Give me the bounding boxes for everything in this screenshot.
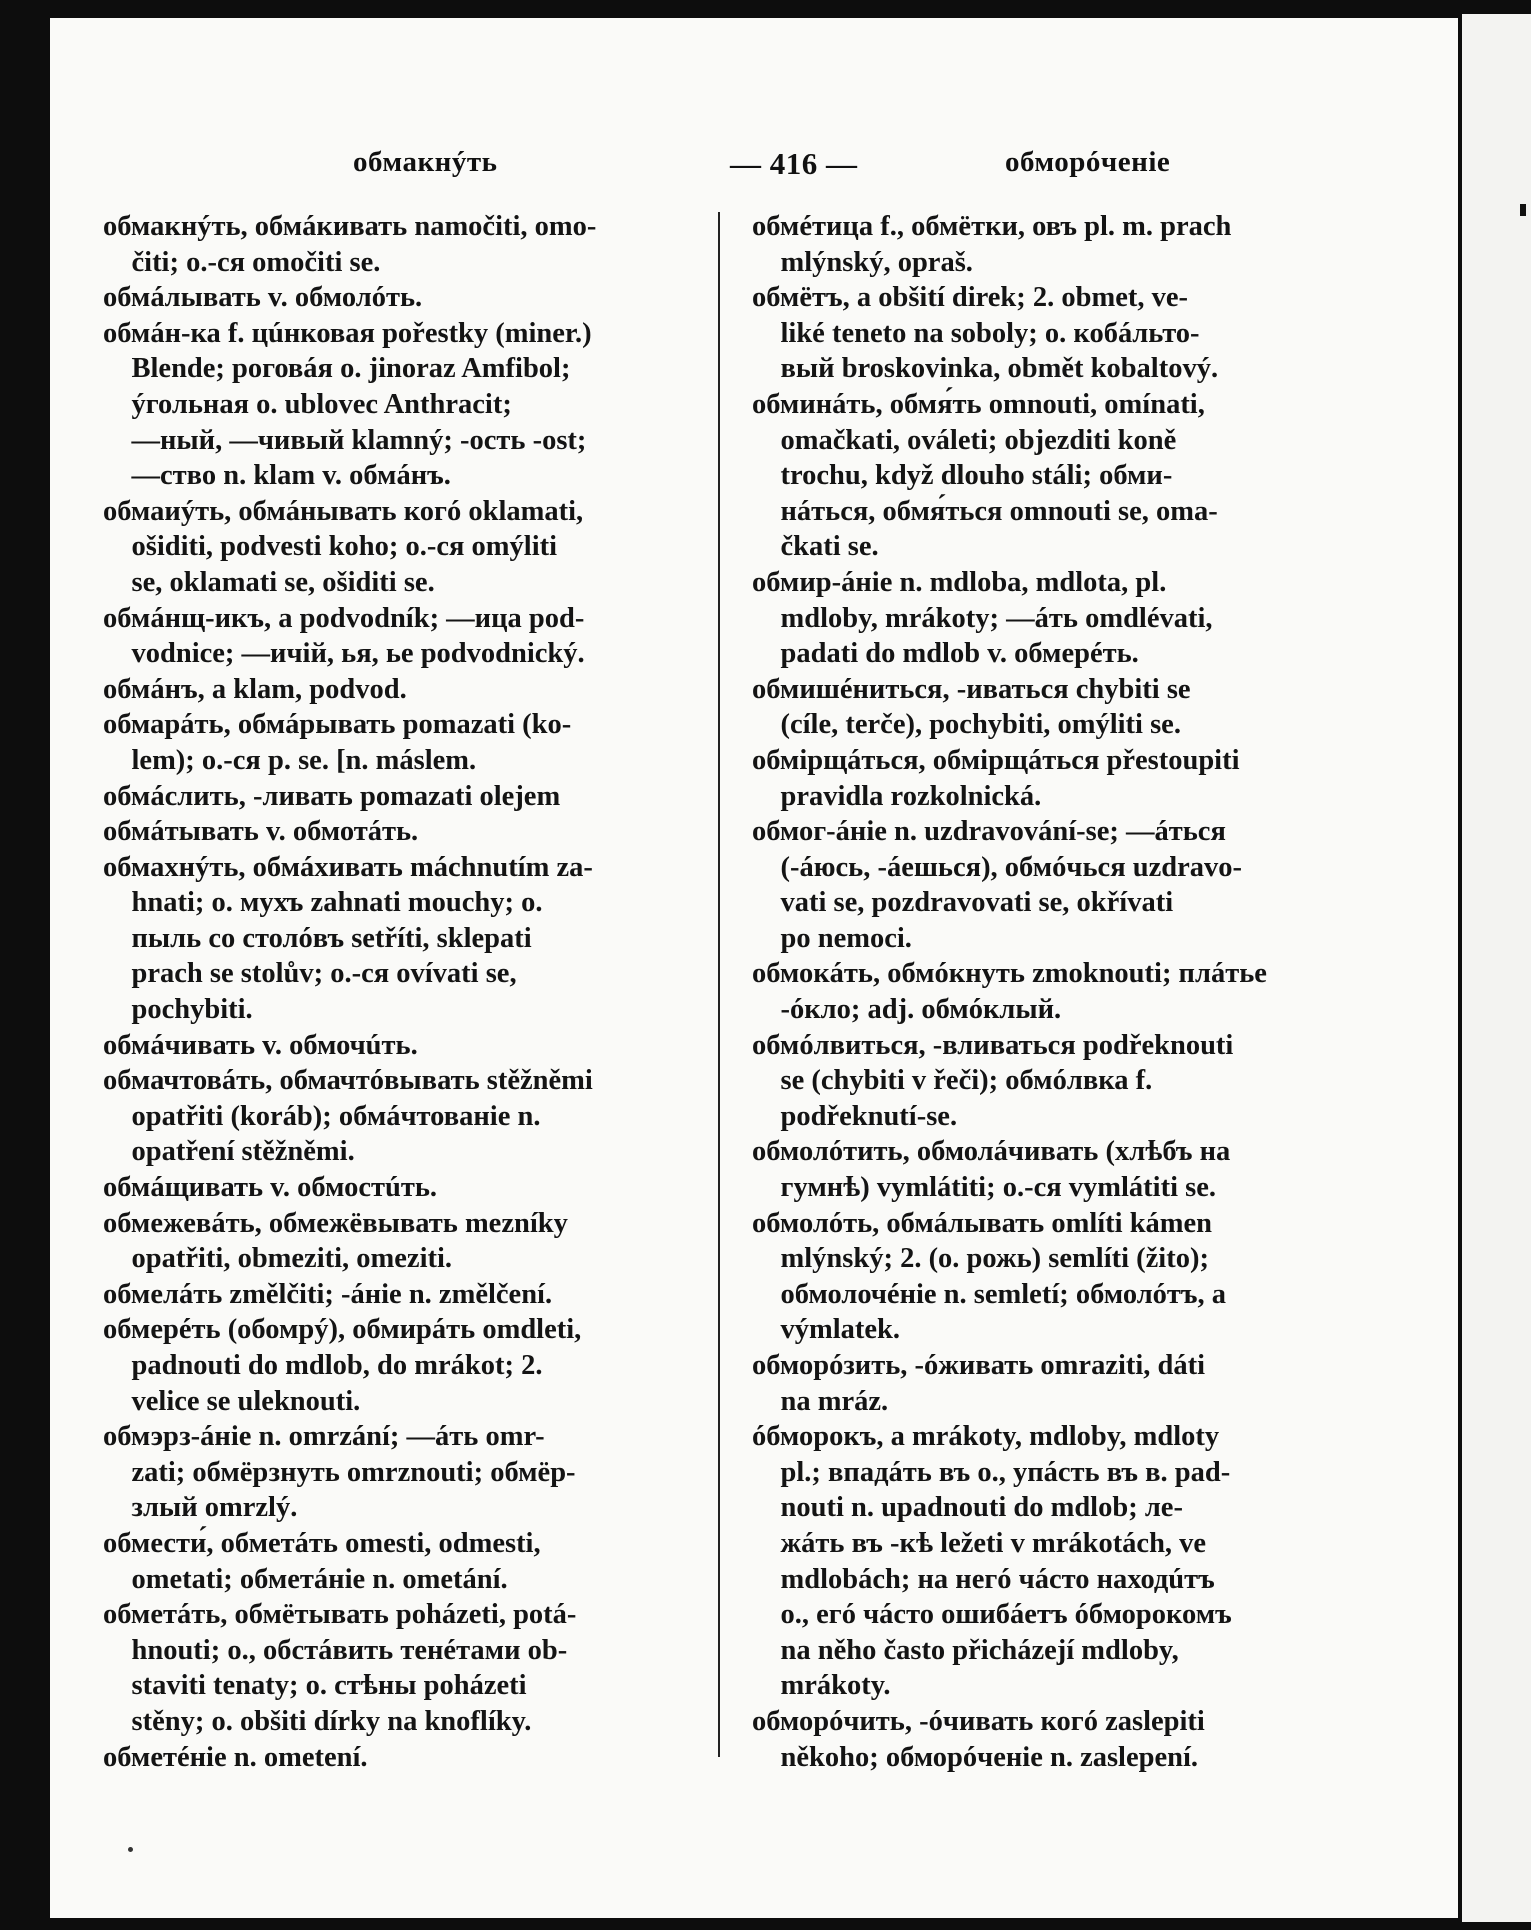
entry-line: hnouti; o., обстáвить тенéтами ob- <box>103 1634 568 1666</box>
entry-line: po nemoci. <box>752 922 912 954</box>
right-column <box>752 209 1352 1775</box>
entry-line: výmlatek. <box>752 1314 901 1346</box>
entry-line: обминáть, обмя́ть omnouti, omínati, <box>752 388 1205 420</box>
entry-line: вый broskovinka, obmět kobaltový. <box>752 353 1219 385</box>
entry-line: nouti n. upadnouti do mdlob; ле- <box>752 1492 1183 1524</box>
entry-line: na něho často přicházejí mdloby, <box>752 1634 1179 1666</box>
entry-line: stěny; o. obšiti dírky na knoflíky. <box>103 1705 532 1737</box>
entry-line: обмолóтить, обмолáчивать (хлѣбъ на <box>752 1136 1231 1168</box>
entry-line: na mráz. <box>752 1385 889 1417</box>
entry-line: óбморокъ, a mrákoty, mdloby, mdloty <box>752 1421 1220 1453</box>
entry-line: обметéніе n. ometení. <box>103 1741 368 1773</box>
entry-line: někoho; обморóченіе n. zaslepení. <box>752 1741 1199 1773</box>
entry-line: ošiditi, podvesti koho; o.-ся omýliti <box>103 531 558 563</box>
entry-line: mlýnský; 2. (o. рожь) semlíti (žito); <box>752 1243 1209 1275</box>
entry-line: Blende; роговáя o. jinoraz Amfibol; <box>103 353 571 385</box>
entry-line: обмáнъ, a klam, podvod. <box>103 673 407 705</box>
entry-line: пыль со столóвъ setříti, sklepati <box>103 922 532 954</box>
page-number: — 416 — <box>730 146 858 181</box>
entry-line: čkati se. <box>752 531 879 563</box>
entry-line: podřeknutí-se. <box>752 1100 958 1132</box>
entry-line: prach se stolův; o.-ся ovívati se, <box>103 958 517 990</box>
entry-line: обморóзить, -óживать omraziti, dáti <box>752 1350 1206 1381</box>
left-column <box>103 209 698 1775</box>
entry-line: velice se uleknouti. <box>103 1385 361 1417</box>
entry-line: обмишéниться, -иваться chybiti se <box>752 673 1191 705</box>
entry-line: vodnice; —ичій, ья, ье podvodnický. <box>103 638 585 670</box>
entry-line: обмачтовáть, обмачтóвывать stěžněmi <box>103 1065 593 1097</box>
entry-line: обмаиýть, обмáнывать когó oklamati, <box>103 495 584 527</box>
column-divider <box>718 212 720 1757</box>
entry-line: обмелáть změlčiti; -áніе n. změlčení. <box>103 1278 553 1310</box>
entry-line: обмáтывать v. обмотáть. <box>103 816 419 848</box>
entry-line: обмарáть, обмáрывать pomazati (ko- <box>103 709 572 741</box>
entry-line: staviti tenaty; o. стѣны poházeti <box>103 1670 527 1702</box>
entry-line: обмерéть (обомрý), обмирáть omdleti, <box>103 1314 582 1346</box>
entry-line: жáть въ -кѣ ležeti v mrákotách, ve <box>752 1527 1207 1559</box>
entry-line: se (chybiti v řeči); обмóлвка f. <box>752 1065 1153 1097</box>
entry-line: opatřiti (koráb); обмáчтованіе n. <box>103 1100 541 1132</box>
entry-line: hnati; o. мухъ zahnati mouchy; o. <box>103 887 543 919</box>
entry-line: omačkati, oválеti; objezditi koně <box>752 424 1177 456</box>
entry-line: обмáчивать v. обмочúть. <box>103 1029 418 1061</box>
entry-line: (-áюсь, -áешься), обмóчься uzdravo- <box>752 851 1242 883</box>
entry-line: обмáн-ка f. цúнковая pořestky (miner.) <box>103 317 592 349</box>
entry-line: обмáщивать v. обмостúть. <box>103 1172 438 1204</box>
entry-line: opatření stěžněmi. <box>103 1136 355 1168</box>
entry-line: mlýnský, opraš. <box>752 246 973 278</box>
entry-line: —ный, —чивый klamný; -ость -ost; <box>103 424 587 456</box>
entry-line: обмолóть, обмáлывать omlíti kámen <box>752 1207 1213 1239</box>
header-left-guide-word: обмакнýть <box>353 146 498 178</box>
entry-line: pl.; впадáть въ o., упáсть въ в. pad- <box>752 1456 1231 1488</box>
entry-line: обметáть, обмётывать poházeti, potá- <box>103 1599 577 1631</box>
entry-line: обмокáть, обмóкнуть zmoknouti; плáтье <box>752 958 1267 990</box>
entry-line: обмолочéніе n. semletí; обмолóтъ, a <box>752 1278 1227 1310</box>
header-right-guide-word: обморóченіе <box>1005 146 1171 178</box>
entry-line: обмог-áніе n. uzdravování-se; —áться <box>752 816 1226 848</box>
entry-line: обмакнýть, обмáкивать namočiti, omo- <box>103 211 597 242</box>
entry-line: обмётъ, a obšití direk; 2. obmet, ve- <box>752 282 1189 314</box>
entry-line: злый omrzlý. <box>103 1492 298 1524</box>
entry-line: обмiрщáться, обмiрщáться přestoupiti <box>752 744 1240 776</box>
entry-line: pravidla rozkolnická. <box>752 780 1042 812</box>
entry-line: lem); o.-ся p. se. [n. máslem. <box>103 744 477 776</box>
entry-line: vati se, pozdravovati se, okřívati <box>752 887 1174 919</box>
entry-line: čiti; o.-ся omočiti se. <box>103 246 381 278</box>
entry-line: обмéтица f., обмётки, овъ pl. m. prach <box>752 211 1232 242</box>
entry-line: обмэрз-áніе n. omrzání; —áть omr- <box>103 1421 545 1453</box>
entry-line: ýгольная o. ublovec Anthracit; <box>103 388 512 420</box>
entry-line: обморóчить, -óчивать когó zaslepiti <box>752 1705 1205 1737</box>
entry-line: pochybiti. <box>103 994 253 1026</box>
entry-line: обмóлвиться, -вливаться podřeknouti <box>752 1029 1234 1061</box>
entry-line: -óкло; adj. обмóклый. <box>752 994 1062 1026</box>
entry-line: mdloby, mrákoty; —áть omdlévati, <box>752 602 1213 634</box>
entry-line: mdlobách; на негó чáсто находúтъ <box>752 1563 1215 1595</box>
entry-line: гумнѣ) vymlátiti; o.-ся vymlátiti se. <box>752 1172 1216 1204</box>
entry-line: обмести́, обметáть omesti, odmesti, <box>103 1527 541 1559</box>
entry-line: (cíle, terče), pochybiti, omýliti se. <box>752 709 1181 741</box>
entry-line: se, oklamati se, ošiditi se. <box>103 566 435 598</box>
entry-line: обмежевáть, обмежёвывать mezníky <box>103 1207 568 1239</box>
entry-line: обмáлывать v. обмолóть. <box>103 282 423 314</box>
entry-line: padnouti do mdlob, do mrákot; 2. <box>103 1350 543 1381</box>
entry-line: обмир-áніе n. mdloba, mdlota, pl. <box>752 566 1167 598</box>
entry-line: liké teneto na soboly; o. кобáльто- <box>752 317 1200 349</box>
entry-line: обмáслить, -ливать pomazati olejem <box>103 780 561 812</box>
entry-line: обмáнщ-икъ, a podvodník; —ица pod- <box>103 602 585 634</box>
entry-line: нáться, обмя́ться omnouti se, oma- <box>752 495 1218 527</box>
entry-line: trochu, když dlouho stáli; обми- <box>752 460 1173 492</box>
entry-line: ometati; обметáніе n. ometání. <box>103 1563 508 1595</box>
entry-line: zati; обмёрзнуть omrznouti; обмёр- <box>103 1456 576 1488</box>
entry-line: o., егó чáсто ошибáетъ óбморокомъ <box>752 1599 1232 1631</box>
entry-line: padati do mdlob v. обмерéть. <box>752 638 1139 670</box>
page-speck <box>128 1847 133 1852</box>
entry-line: обмахнýть, обмáхивать máchnutím za- <box>103 851 593 883</box>
entry-line: opatřiti, obmeziti, omeziti. <box>103 1243 453 1275</box>
entry-line: mrákoty. <box>752 1670 891 1702</box>
adjacent-page-edge <box>1462 14 1531 1922</box>
entry-line: —ство n. klam v. обмáнъ. <box>103 460 451 492</box>
